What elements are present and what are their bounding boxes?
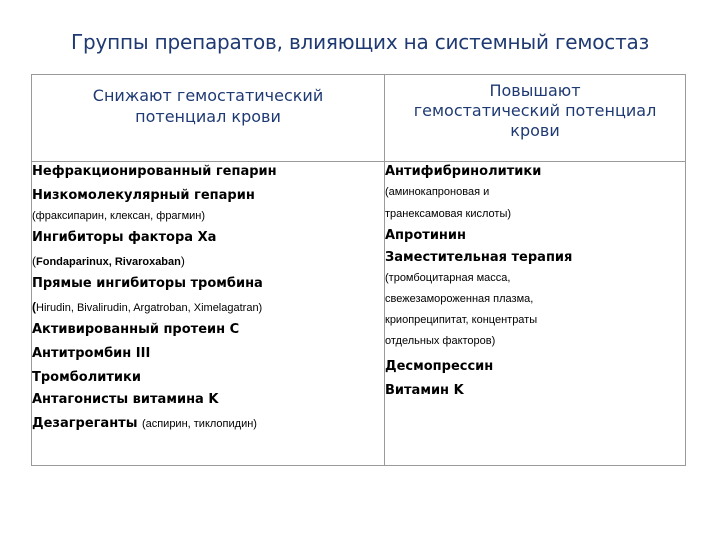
list-item-note: (фраксипарин, клексан, фрагмин)	[32, 210, 206, 222]
list-item-note: криопреципитат, концентраты	[385, 314, 538, 326]
list-item: Витамин K	[385, 383, 464, 398]
list-item: Антифибринолитики	[385, 164, 542, 179]
decrease-drugs-cell	[32, 162, 385, 466]
list-item: Дезагреганты (аспирин, тиклопидин)	[32, 416, 257, 431]
list-item: Антитромбин III	[32, 346, 151, 361]
header-decrease	[32, 75, 385, 162]
header-increase-line-1: Повышают	[489, 81, 581, 100]
list-item: Ингибиторы фактора Xa	[32, 230, 217, 245]
list-item: Активированный протеин C	[32, 322, 240, 337]
list-item-note: (аминокапроновая и	[385, 186, 490, 198]
header-decrease-line-2: потенциал крови	[135, 107, 281, 126]
list-item: Низкомолекулярный гепарин	[32, 188, 255, 203]
drug-groups-table	[31, 74, 686, 466]
list-item-note: свежезамороженная плазма,	[385, 293, 534, 305]
list-item: Заместительная терапия	[385, 250, 573, 265]
list-item-note: (Hirudin, Bivalirudin, Argatroban, Ximelagatran)	[32, 300, 263, 314]
header-increase-line-2: гемостатический потенциал	[413, 101, 657, 120]
header-increase	[385, 75, 686, 162]
list-item: Тромболитики	[32, 370, 141, 385]
list-item: Апротинин	[385, 228, 466, 243]
list-item: Нефракционированный гепарин	[32, 164, 277, 179]
header-decrease-line-1: Снижают гемостатический	[92, 86, 324, 105]
list-item-note: (тромбоцитарная масса,	[385, 272, 511, 284]
list-item-note: отдельных факторов)	[385, 335, 496, 347]
table-body-row	[32, 162, 686, 466]
list-item-note: (Fondaparinux, Rivaroxaban)	[32, 254, 185, 268]
increase-drugs-cell	[385, 162, 686, 466]
list-item-note: транексамовая кислоты)	[385, 208, 512, 220]
list-item: Антагонисты витамина K	[32, 392, 219, 407]
list-item: Десмопрессин	[385, 359, 494, 374]
header-increase-line-3: крови	[510, 121, 560, 140]
list-item: Прямые ингибиторы тромбина	[32, 276, 263, 291]
table-header-row	[32, 75, 686, 162]
slide-title: Группы препаратов, влияющих на системный гемостаз	[70, 30, 650, 54]
